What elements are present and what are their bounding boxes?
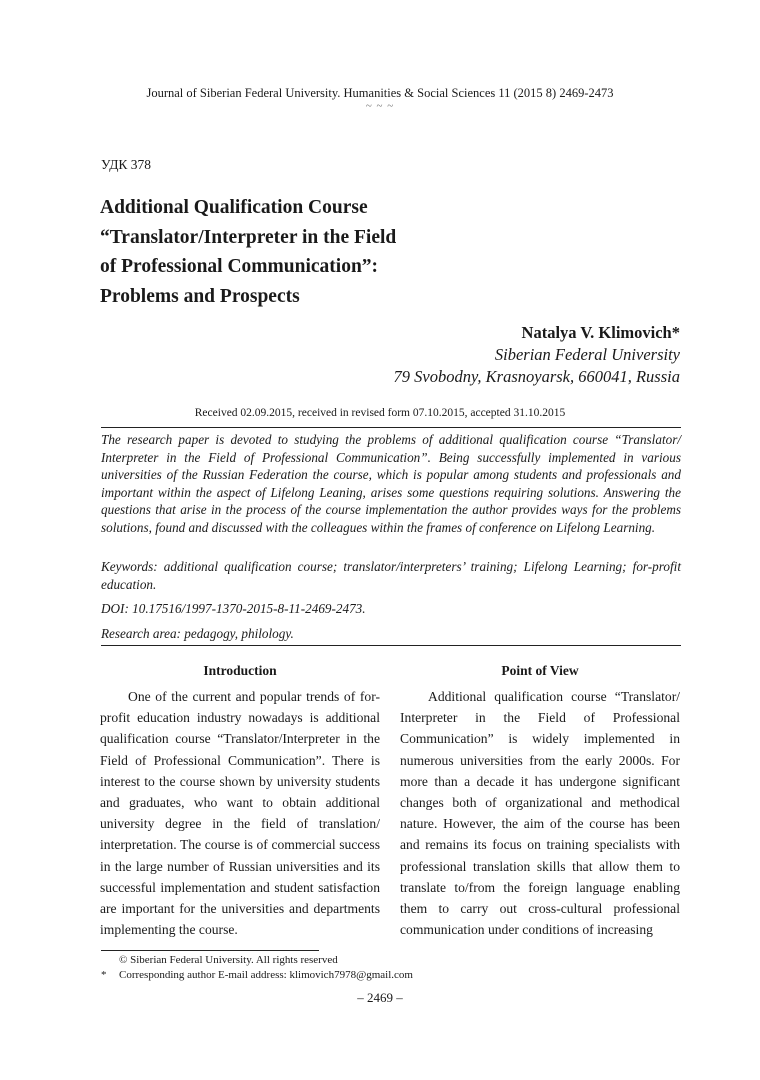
title-line: Problems and Prospects bbox=[100, 285, 300, 307]
footnotes bbox=[101, 953, 413, 983]
abstract: The research paper is devoted to studying the problems of additional qualification course “Translator/ Interpreter in the Field of Professional Communication”. Being successfully implemented in various universities of the Russian Federation the course, which is popular among students and professionals and important within the aspect of Lifelong Leaning, arises some questions requiring solutions. Answering the questions that arise in the process of the course implementation the author provides ways for the problems solutions, found and discussed with the colleagues within the frames of conference on Lifelong Learning. bbox=[101, 432, 681, 535]
footnote-rule bbox=[101, 950, 319, 951]
research-area: Research area: pedagogy, philology. bbox=[101, 626, 294, 641]
title-line: Additional Qualification Course bbox=[100, 197, 368, 218]
corresponding-text: Corresponding author E-mail address: klimovich7978@gmail.com bbox=[119, 969, 413, 981]
title-line: “Translator/Interpreter in the Field bbox=[100, 226, 397, 248]
journal-header: Journal of Siberian Federal University. Humanities & Social Sciences 11 (2015 8) 2469-2473 bbox=[146, 86, 614, 100]
author-name: Natalya V. Klimovich* bbox=[521, 323, 680, 342]
abstract-bottom-rule bbox=[101, 645, 681, 646]
corresponding-footnote bbox=[101, 968, 413, 983]
point-of-view-section bbox=[400, 662, 680, 940]
udk-code: УДК 378 bbox=[101, 157, 152, 172]
keywords: Keywords: additional qualification course; translator/interpreters’ training; Lifelong Learning; for-profit education. bbox=[101, 559, 681, 592]
copyright-footnote bbox=[101, 953, 413, 968]
abstract-top-rule bbox=[101, 427, 681, 428]
introduction-text: One of the current and popular trends of for-profit education industry nowadays is additional qualification course “Translator/Interpreter in the Field of Professional Communication”. There is interest to the course shown by university students and graduates, who want to obtain additional university degree in the field of translation/ interpretation. The course is of commercial success in the large number of Russian universities and its successful implementation and student satisfaction are important for the universities and departments implementing the course. bbox=[100, 689, 380, 938]
author-affiliation: Siberian Federal University bbox=[494, 345, 680, 364]
point-of-view-text: Additional qualification course “Translator/ Interpreter in the Field of Professional Communication” is widely implemented in numerous universities from the early 2000s. For more than a decade it has undergone significant changes both of organizational and methodical nature. However, the aim of the course has been and remains its focus on training specialists with professional translation skills that allow them to translate to/from the foreign language enabling them to carry out cross-cultural professional communication under conditions of increasing bbox=[400, 689, 680, 938]
introduction-heading: Introduction bbox=[203, 663, 277, 678]
copyright-text: © Siberian Federal University. All rights reserved bbox=[119, 954, 338, 966]
paper-title bbox=[100, 193, 440, 311]
author-address: 79 Svobodny, Krasnoyarsk, 660041, Russia bbox=[393, 367, 680, 386]
footnote-asterisk: * bbox=[101, 969, 107, 981]
author-block bbox=[394, 322, 680, 388]
point-of-view-heading: Point of View bbox=[501, 663, 579, 678]
received-dates: Received 02.09.2015, received in revised form 07.10.2015, accepted 31.10.2015 bbox=[194, 407, 566, 419]
header-ornament: ~ ~ ~ bbox=[365, 100, 395, 112]
doi: DOI: 10.17516/1997-1370-2015-8-11-2469-2473. bbox=[101, 601, 366, 616]
page-number: – 2469 – bbox=[357, 990, 403, 1005]
introduction-section bbox=[100, 662, 380, 940]
title-line: of Professional Communication”: bbox=[100, 256, 379, 277]
